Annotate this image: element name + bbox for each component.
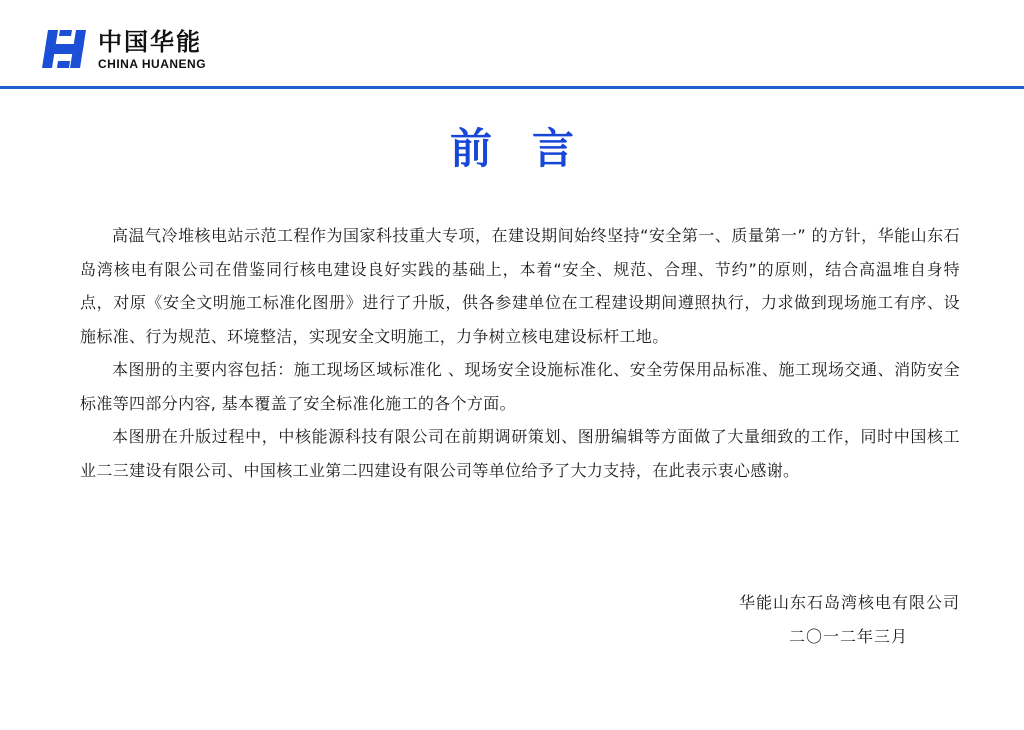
brand-wordmark	[98, 28, 206, 71]
signature-block	[739, 586, 960, 654]
brand-name-cn: 中国华能	[98, 28, 202, 56]
paragraph-2: 本图册的主要内容包括：施工现场区域标准化 、现场安全设施标准化、安全劳保用品标准、施工现场交通、消防安全标准等四部分内容, 基本覆盖了安全标准化施工的各个方面。	[80, 360, 960, 413]
preface-body	[80, 219, 960, 487]
page-title: 前言	[449, 124, 614, 173]
paragraph-3: 本图册在升版过程中，中核能源科技有限公司在前期调研策划、图册编辑等方面做了大量细致的工作，同时中国核工业二三建设有限公司、中国核工业第二四建设有限公司等单位给予了大力支持，在此表示衷心感谢。	[80, 427, 960, 480]
signature-date: 二〇一二年三月	[788, 627, 908, 646]
page-header	[0, 0, 1024, 90]
header-divider	[0, 86, 1024, 89]
signature-organization: 华能山东石岛湾核电有限公司	[738, 593, 960, 612]
paragraph-1: 高温气冷堆核电站示范工程作为国家科技重大专项，在建设期间始终坚持“安全第一、质量第一” 的方针，华能山东石岛湾核电有限公司在借鉴同行核电建设良好实践的基础上，本着“安全、规范、合理、节约”的原则，结合高温堆自身特点，对原《安全文明施工标准化图册》进行了升版，供各参建单位在工程建设期间遵照执行，力求做到现场施工有序、设施标准、行为规范、环境整洁，实现安全文明施工，力争树立核电建设标杆工地。	[80, 226, 960, 346]
huaneng-logo-icon	[42, 30, 90, 68]
brand-name-en: CHINA HUANENG	[98, 57, 207, 71]
